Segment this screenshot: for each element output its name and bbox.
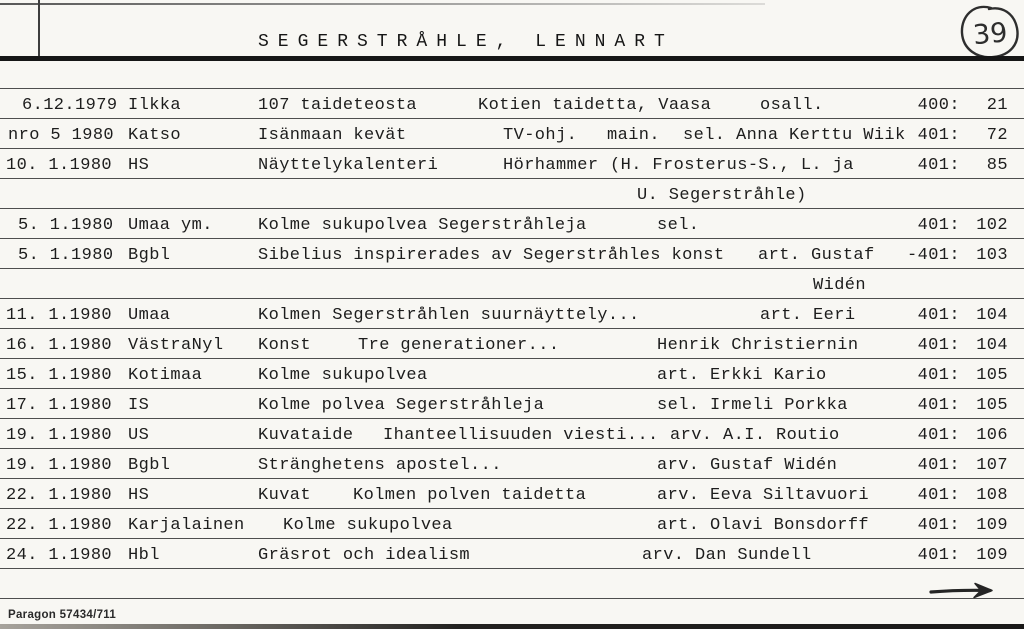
entry-date: nro 5 1980 bbox=[8, 126, 115, 145]
entry-source: HS bbox=[128, 486, 150, 505]
entry-source: VästraNyl bbox=[128, 336, 224, 355]
entry-text: Kolme sukupolvea Segerstråhleja bbox=[258, 216, 587, 235]
entry-date: 5. 1.1980 bbox=[18, 216, 114, 235]
entry-volume-ref: 401: bbox=[917, 336, 960, 355]
entry-text: art. Erkki Kario bbox=[657, 366, 827, 385]
entry-text: U. Segerstråhle) bbox=[637, 186, 807, 205]
entry-text: Stränghetens apostel... bbox=[258, 456, 502, 475]
entry-source: Umaa ym. bbox=[128, 216, 213, 235]
continuation-arrow-icon bbox=[928, 580, 1006, 602]
entry-text: Henrik Christiernin bbox=[657, 336, 859, 355]
entry-text: Hörhammer bbox=[503, 156, 599, 175]
entry-text: sel. bbox=[657, 216, 700, 235]
entry-text: arv. Eeva Siltavuori bbox=[657, 486, 870, 505]
entry-volume-ref: 400: bbox=[917, 96, 960, 115]
entry-text: Sibelius inspirerades av Segerstråhles konst bbox=[258, 246, 725, 265]
entry-volume-ref: 401: bbox=[917, 486, 960, 505]
entry-date: 22. 1.1980 bbox=[6, 516, 113, 535]
entry-source: Karjalainen bbox=[128, 516, 245, 535]
entry-text: Konst bbox=[258, 336, 312, 355]
table-row bbox=[0, 539, 1024, 569]
entry-text: Kotien taidetta, Vaasa bbox=[478, 96, 712, 115]
entry-text: Gräsrot och idealism bbox=[258, 546, 471, 565]
table-row bbox=[0, 569, 1024, 599]
table-row bbox=[0, 179, 1024, 209]
entry-page: 85 bbox=[986, 156, 1008, 175]
entry-text: Kolmen Segerstråhlen suurnäyttely... bbox=[258, 306, 640, 325]
entry-text: Kolme sukupolvea bbox=[258, 366, 428, 385]
table-row bbox=[0, 479, 1024, 509]
entry-text: art. Gustaf bbox=[758, 246, 875, 265]
entry-text: TV-ohj. bbox=[503, 126, 578, 145]
top-edge-rule bbox=[0, 3, 765, 5]
entry-source: Bgbl bbox=[128, 456, 171, 475]
entry-page: 104 bbox=[976, 306, 1008, 325]
header-divider bbox=[0, 56, 1024, 61]
entry-source: Umaa bbox=[128, 306, 171, 325]
entry-text: Kolmen polven taidetta bbox=[353, 486, 587, 505]
entry-page: 108 bbox=[976, 486, 1008, 505]
entry-date: 16. 1.1980 bbox=[6, 336, 113, 355]
entry-volume-ref: -401: bbox=[906, 246, 960, 265]
entry-volume-ref: 401: bbox=[917, 396, 960, 415]
table-row bbox=[0, 359, 1024, 389]
page-number: 39 bbox=[971, 17, 1009, 52]
entry-text: Widén bbox=[813, 276, 867, 295]
entry-text: arv. Dan Sundell bbox=[642, 546, 812, 565]
scan-edge-band bbox=[0, 624, 1024, 629]
entry-page: 105 bbox=[976, 396, 1008, 415]
entry-volume-ref: 401: bbox=[917, 306, 960, 325]
table-row bbox=[0, 149, 1024, 179]
entry-date: 22. 1.1980 bbox=[6, 486, 113, 505]
hand-drawn-circle-icon bbox=[952, 3, 1024, 61]
entry-text: Tre generationer... bbox=[358, 336, 560, 355]
entry-page: 106 bbox=[976, 426, 1008, 445]
entry-page: 21 bbox=[986, 96, 1008, 115]
entry-date: 10. 1.1980 bbox=[6, 156, 113, 175]
card-imprint: Paragon 57434/711 bbox=[8, 609, 117, 621]
entry-text: Ihanteellisuuden viesti... bbox=[383, 426, 659, 445]
entry-text: sel. Anna Kerttu Wiik bbox=[683, 126, 906, 145]
entry-page: 102 bbox=[976, 216, 1008, 235]
entry-source: Hbl bbox=[128, 546, 160, 565]
entry-text: sel. Irmeli Porkka bbox=[657, 396, 848, 415]
entry-date: 24. 1.1980 bbox=[6, 546, 113, 565]
entry-text: Kuvat bbox=[258, 486, 312, 505]
entry-date: 6.12.1979 bbox=[22, 96, 118, 115]
entry-source: Kotimaa bbox=[128, 366, 203, 385]
entry-date: 19. 1.1980 bbox=[6, 456, 113, 475]
entry-source: US bbox=[128, 426, 150, 445]
left-margin-rule bbox=[38, 0, 40, 58]
table-row bbox=[0, 209, 1024, 239]
table-row bbox=[0, 389, 1024, 419]
page-title: SEGERSTRÅHLE, LENNART bbox=[258, 32, 674, 52]
entry-text: Näyttelykalenteri bbox=[258, 156, 439, 175]
entry-text: art. Olavi Bonsdorff bbox=[657, 516, 870, 535]
entry-source: Katso bbox=[128, 126, 182, 145]
table-row bbox=[0, 329, 1024, 359]
entry-volume-ref: 401: bbox=[917, 456, 960, 475]
entry-text: Kolme sukupolvea bbox=[283, 516, 453, 535]
entry-volume-ref: 401: bbox=[917, 426, 960, 445]
entry-volume-ref: 401: bbox=[917, 156, 960, 175]
entry-text: 107 taideteosta bbox=[258, 96, 418, 115]
entry-text: Isänmaan kevät bbox=[258, 126, 407, 145]
entry-text: (H. Frosterus-S., L. ja bbox=[610, 156, 854, 175]
table-row bbox=[0, 299, 1024, 329]
entry-page: 109 bbox=[976, 516, 1008, 535]
entry-text: art. Eeri bbox=[760, 306, 856, 325]
entry-date: 11. 1.1980 bbox=[6, 306, 113, 325]
entry-volume-ref: 401: bbox=[917, 366, 960, 385]
entry-date: 5. 1.1980 bbox=[18, 246, 114, 265]
entry-page: 104 bbox=[976, 336, 1008, 355]
table-row bbox=[0, 119, 1024, 149]
entry-date: 19. 1.1980 bbox=[6, 426, 113, 445]
entries-table bbox=[0, 88, 1024, 599]
entry-volume-ref: 401: bbox=[917, 126, 960, 145]
entry-text: arv. A.I. Routio bbox=[670, 426, 840, 445]
entry-source: HS bbox=[128, 156, 150, 175]
table-row bbox=[0, 239, 1024, 269]
entry-text: Kuvataide bbox=[258, 426, 354, 445]
entry-text: main. bbox=[607, 126, 661, 145]
entry-page: 105 bbox=[976, 366, 1008, 385]
table-row bbox=[0, 269, 1024, 299]
table-row bbox=[0, 449, 1024, 479]
entry-volume-ref: 401: bbox=[917, 216, 960, 235]
entry-page: 109 bbox=[976, 546, 1008, 565]
entry-text: osall. bbox=[760, 96, 824, 115]
entry-source: Ilkka bbox=[128, 96, 182, 115]
entry-date: 17. 1.1980 bbox=[6, 396, 113, 415]
entry-source: Bgbl bbox=[128, 246, 171, 265]
entry-text: Kolme polvea Segerstråhleja bbox=[258, 396, 545, 415]
entry-volume-ref: 401: bbox=[917, 516, 960, 535]
entry-text: arv. Gustaf Widén bbox=[657, 456, 838, 475]
table-row bbox=[0, 509, 1024, 539]
table-row bbox=[0, 419, 1024, 449]
page-number-badge bbox=[952, 3, 1024, 61]
table-row bbox=[0, 89, 1024, 119]
entry-page: 72 bbox=[986, 126, 1008, 145]
entry-page: 107 bbox=[976, 456, 1008, 475]
entry-volume-ref: 401: bbox=[917, 546, 960, 565]
entry-source: IS bbox=[128, 396, 150, 415]
entry-date: 15. 1.1980 bbox=[6, 366, 113, 385]
entry-page: 103 bbox=[976, 246, 1008, 265]
